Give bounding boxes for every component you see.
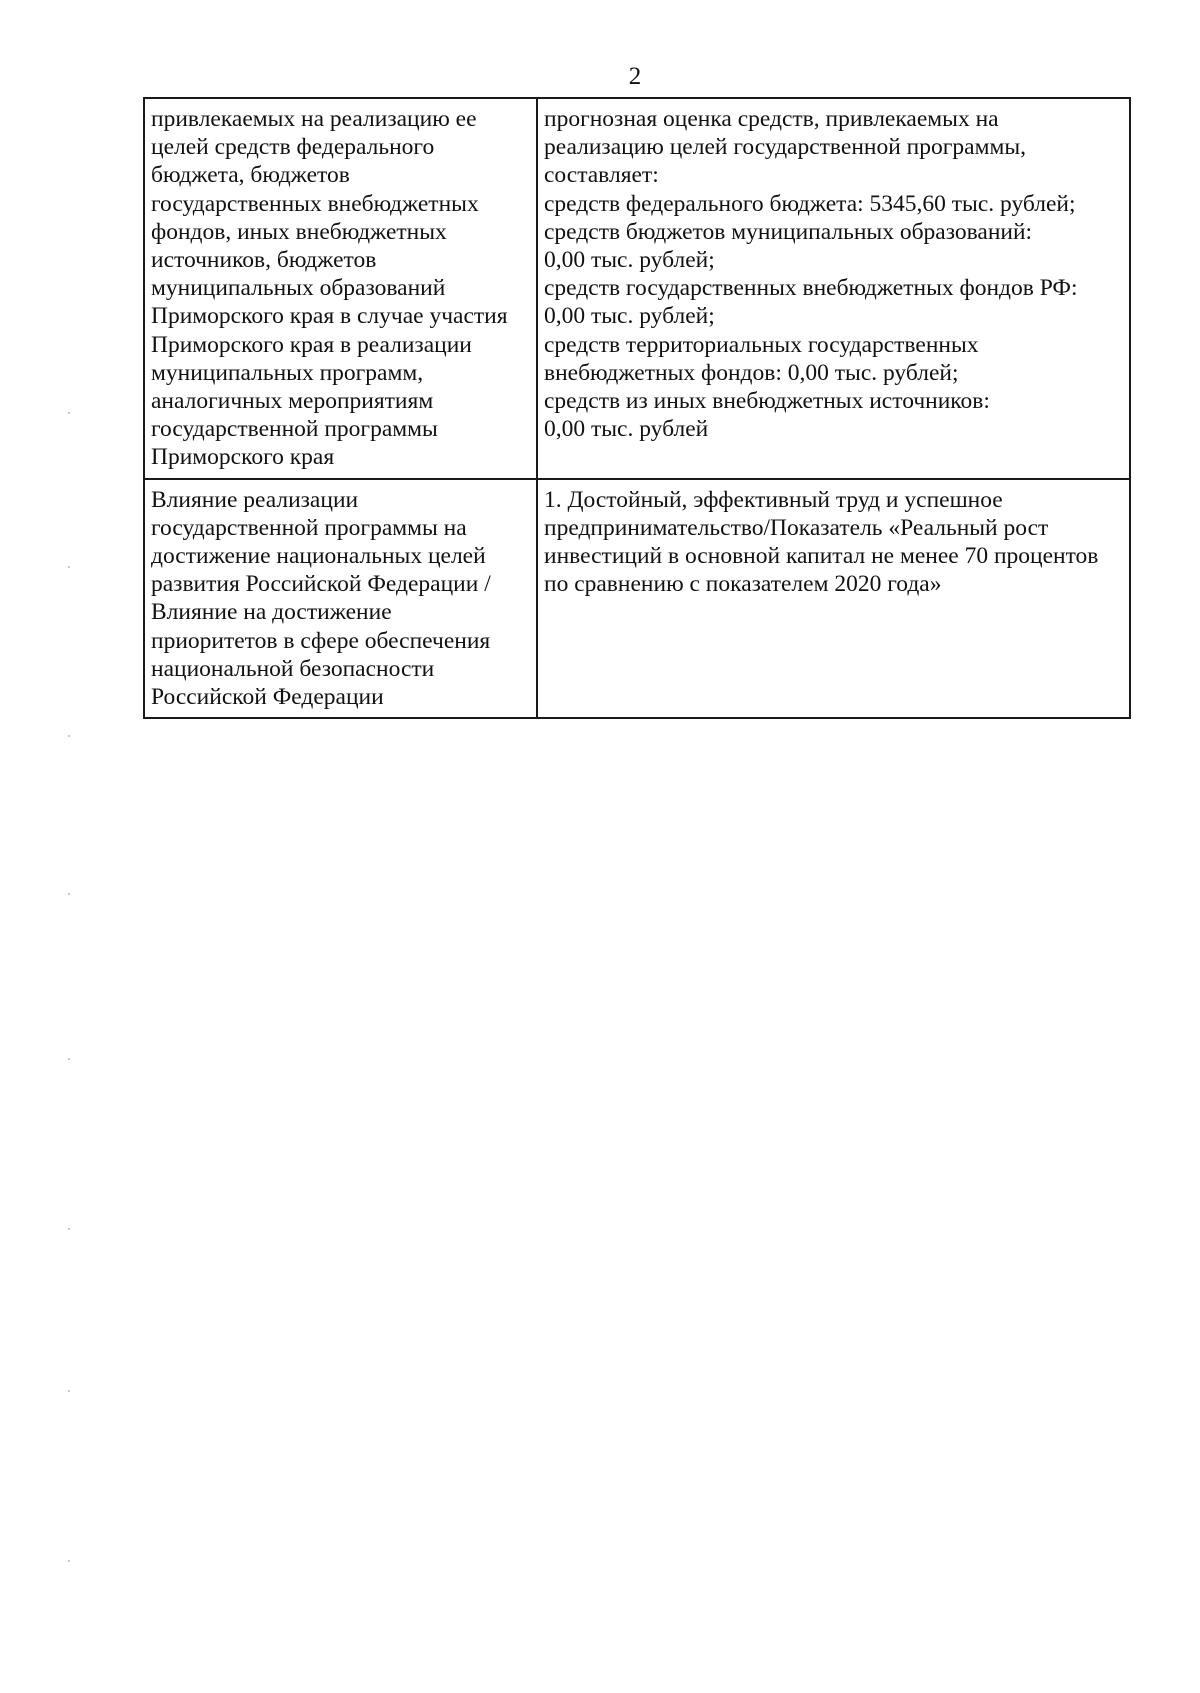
scan-mark bbox=[68, 566, 70, 568]
text-line: инвестиций в основной капитал не менее 70 процентов bbox=[544, 543, 1099, 570]
scan-mark bbox=[68, 893, 70, 895]
left-cell bbox=[144, 479, 537, 719]
text-line: Влияние на достижение bbox=[151, 599, 392, 626]
text-line: Приморского края в реализации bbox=[151, 331, 472, 358]
text-line: средств государственных внебюджетных фондов РФ: bbox=[544, 275, 1078, 302]
text-line: приоритетов в сфере обеспечения bbox=[151, 627, 491, 654]
text-line: государственной программы bbox=[151, 416, 438, 443]
right-cell bbox=[537, 98, 1130, 479]
text-line: бюджета, бюджетов bbox=[151, 162, 350, 189]
text-line: внебюджетных фондов: 0,00 тыс. рублей; bbox=[544, 359, 959, 386]
text-line: национальной безопасности bbox=[151, 655, 435, 682]
left-cell bbox=[144, 98, 537, 479]
text-line: муниципальных программ, bbox=[151, 359, 424, 386]
text-line: 0,00 тыс. рублей; bbox=[544, 247, 715, 274]
text-line: 0,00 тыс. рублей; bbox=[544, 303, 715, 330]
text-line: целей средств федерального bbox=[151, 134, 435, 161]
text-line: составляет: bbox=[544, 162, 659, 189]
text-line: привлекаемых на реализацию ее bbox=[151, 106, 477, 132]
text-line: реализацию целей государственной программы, bbox=[544, 134, 1026, 161]
text-line: источников, бюджетов bbox=[151, 247, 377, 274]
scan-mark bbox=[68, 1390, 70, 1392]
table-row bbox=[144, 479, 1130, 719]
scan-mark bbox=[68, 412, 70, 414]
page-number: 2 bbox=[628, 63, 642, 90]
text-line: средств территориальных государственных bbox=[544, 331, 979, 358]
text-line: Приморского края bbox=[151, 444, 335, 471]
text-line: Российской Федерации bbox=[151, 684, 384, 711]
scan-mark bbox=[68, 735, 70, 737]
table-row bbox=[144, 98, 1130, 479]
text-line: 0,00 тыс. рублей bbox=[544, 416, 709, 443]
text-line: государственных внебюджетных bbox=[151, 190, 479, 217]
text-line: предпринимательство/Показатель «Реальный рост bbox=[544, 514, 1049, 541]
text-line: аналогичных мероприятиям bbox=[151, 388, 434, 415]
text-line: средств из иных внебюджетных источников: bbox=[544, 388, 990, 415]
text-line: прогнозная оценка средств, привлекаемых на bbox=[544, 106, 999, 132]
text-line: Влияние реализации bbox=[151, 486, 359, 513]
scan-mark bbox=[68, 1058, 70, 1060]
text-line: по сравнению с показателем 2020 года» bbox=[544, 571, 942, 598]
text-line: развития Российской Федерации / bbox=[151, 571, 491, 598]
text-line: фондов, иных внебюджетных bbox=[151, 218, 447, 245]
text-line: средств федерального бюджета: 5345,60 тыс. рублей; bbox=[544, 190, 1076, 217]
scan-mark bbox=[68, 1560, 70, 1562]
program-passport-table bbox=[143, 97, 1131, 719]
text-line: муниципальных образований bbox=[151, 275, 446, 302]
scan-mark bbox=[68, 1228, 70, 1230]
text-line: Приморского края в случае участия bbox=[151, 303, 508, 330]
right-cell bbox=[537, 479, 1130, 719]
text-line: государственной программы на bbox=[151, 514, 467, 541]
text-line: 1. Достойный, эффективный труд и успешное bbox=[544, 486, 1003, 513]
text-line: средств бюджетов муниципальных образований: bbox=[544, 218, 1033, 245]
text-line: достижение национальных целей bbox=[151, 543, 486, 570]
